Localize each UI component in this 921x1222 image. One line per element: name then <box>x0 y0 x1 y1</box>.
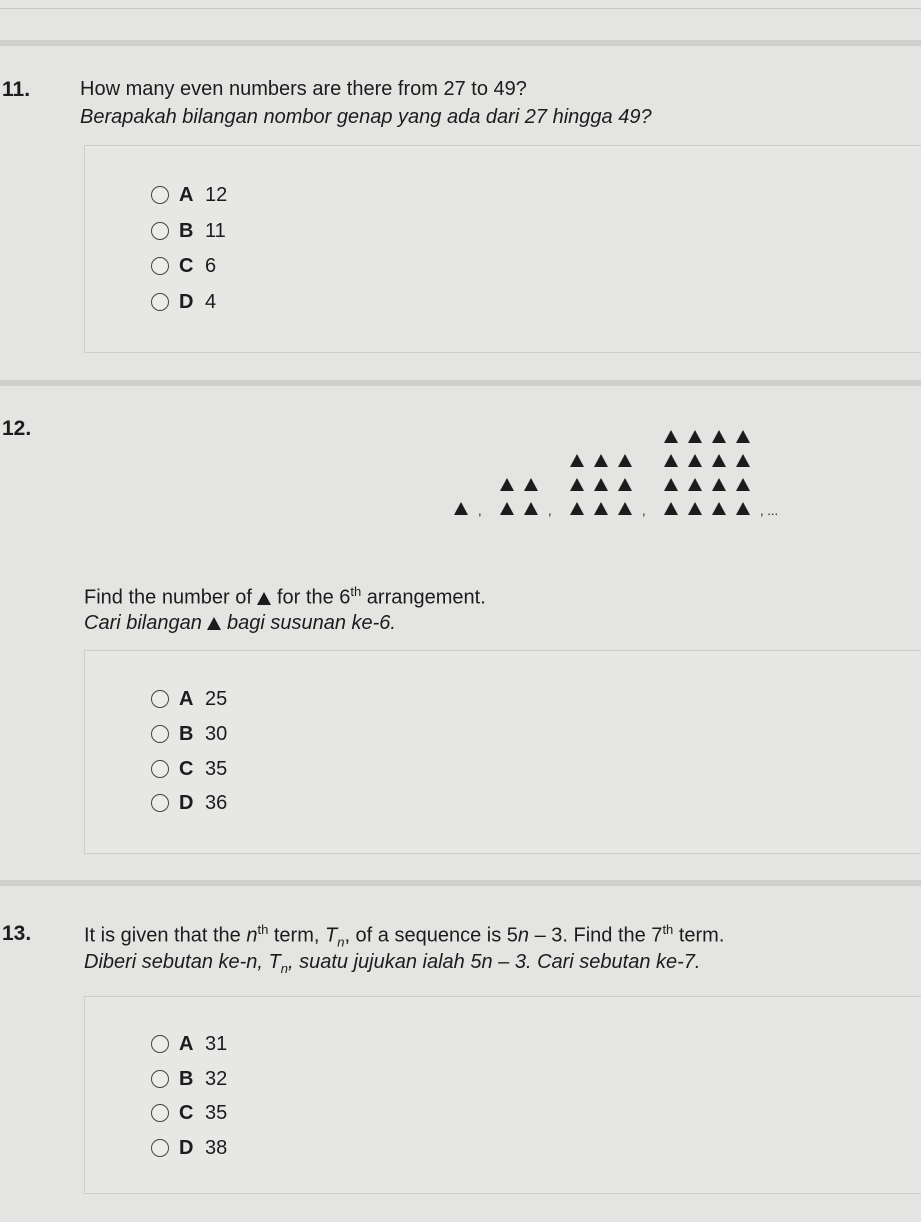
option-value: 12 <box>205 183 228 206</box>
option-b[interactable] <box>151 722 227 746</box>
option-value: 32 <box>205 1067 228 1090</box>
option-value: 31 <box>205 1032 228 1055</box>
stem-text: Diberi sebutan ke-n, <box>84 951 263 973</box>
answer-options-box <box>84 996 921 1194</box>
triangle-icon <box>500 502 514 515</box>
subscript: n <box>280 961 288 976</box>
stem-text: term. <box>678 924 725 947</box>
pattern-separator: , <box>642 503 646 518</box>
triangle-icon <box>712 454 726 467</box>
answer-options-box <box>84 145 921 353</box>
stem-text: – 3. Find the 7 <box>529 924 663 947</box>
triangle-icon <box>618 502 632 515</box>
question-number: 12. <box>2 417 32 440</box>
radio-unchecked-icon[interactable] <box>151 1104 169 1122</box>
radio-unchecked-icon[interactable] <box>151 186 169 204</box>
triangle-icon <box>454 502 468 515</box>
radio-unchecked-icon[interactable] <box>151 293 169 311</box>
option-c[interactable] <box>151 254 216 278</box>
answer-options-box <box>84 650 921 854</box>
stem-text: for the 6 <box>277 586 351 609</box>
stem-text: Find the number of <box>84 586 252 609</box>
option-value: 30 <box>205 722 228 745</box>
radio-unchecked-icon[interactable] <box>151 1139 169 1157</box>
triangle-icon <box>688 454 702 467</box>
triangle-icon <box>664 430 678 443</box>
triangle-icon <box>664 478 678 491</box>
superscript: th <box>257 922 269 937</box>
triangle-icon <box>500 478 514 491</box>
triangle-icon <box>736 502 750 515</box>
radio-unchecked-icon[interactable] <box>151 794 169 812</box>
option-d[interactable] <box>151 290 216 314</box>
option-value: 36 <box>205 791 228 814</box>
radio-unchecked-icon[interactable] <box>151 760 169 778</box>
triangle-icon <box>712 478 726 491</box>
radio-unchecked-icon[interactable] <box>151 1070 169 1088</box>
triangle-icon <box>712 502 726 515</box>
stem-text: arrangement. <box>366 586 486 609</box>
stem-text: It is given that the <box>84 924 241 947</box>
question-stem-en <box>84 922 724 950</box>
option-value: 25 <box>205 687 228 710</box>
stem-text: term, <box>273 924 320 947</box>
triangle-icon <box>664 454 678 467</box>
section-divider <box>0 40 921 46</box>
subscript: n <box>337 934 345 950</box>
option-letter: A <box>179 687 194 710</box>
question-stem-ms <box>84 612 396 635</box>
option-a[interactable] <box>151 1032 227 1056</box>
triangle-icon <box>524 478 538 491</box>
radio-unchecked-icon[interactable] <box>151 725 169 743</box>
stem-text: , of a sequence is 5 <box>344 924 518 947</box>
math-variable: n <box>246 924 258 947</box>
triangle-icon <box>736 454 750 467</box>
triangle-icon <box>688 478 702 491</box>
option-d[interactable] <box>151 791 227 815</box>
pattern-separator: , <box>478 503 482 518</box>
option-a[interactable] <box>151 687 227 711</box>
pattern-ellipsis: , ... <box>760 503 779 518</box>
triangle-icon <box>570 478 584 491</box>
question-stem-ms <box>84 951 700 976</box>
radio-unchecked-icon[interactable] <box>151 690 169 708</box>
section-divider <box>0 380 921 386</box>
math-variable: T <box>268 951 281 973</box>
triangle-icon <box>618 478 632 491</box>
math-variable: T <box>324 924 338 947</box>
triangle-icon <box>688 502 702 515</box>
option-value: 38 <box>205 1136 228 1159</box>
superscript: th <box>662 922 674 937</box>
triangle-icon <box>207 612 221 634</box>
top-divider <box>0 8 921 9</box>
section-divider <box>0 880 921 886</box>
triangle-icon <box>688 430 702 443</box>
stem-text: Cari bilangan <box>84 612 202 634</box>
superscript: th <box>350 584 362 599</box>
option-value: 11 <box>205 219 226 242</box>
option-b[interactable] <box>151 219 226 243</box>
math-variable: n <box>517 924 530 947</box>
radio-unchecked-icon[interactable] <box>151 222 169 240</box>
option-value: 4 <box>205 290 217 313</box>
question-number: 13. <box>2 922 32 945</box>
triangle-icon <box>257 587 271 609</box>
option-letter: C <box>179 254 194 277</box>
triangle-pattern-figure <box>450 415 830 525</box>
option-letter: B <box>179 1067 194 1090</box>
triangle-icon <box>664 502 678 515</box>
option-letter: A <box>179 1032 194 1055</box>
option-letter: A <box>179 183 194 206</box>
radio-unchecked-icon[interactable] <box>151 1035 169 1053</box>
radio-unchecked-icon[interactable] <box>151 257 169 275</box>
option-value: 35 <box>205 1101 228 1124</box>
triangle-icon <box>594 478 608 491</box>
option-letter: D <box>179 791 194 814</box>
triangle-icon <box>594 454 608 467</box>
pattern-separator: , <box>548 503 552 518</box>
triangle-icon <box>570 502 584 515</box>
option-c[interactable] <box>151 757 227 781</box>
option-letter: D <box>179 1136 194 1159</box>
option-d[interactable] <box>151 1136 227 1160</box>
stem-text: , suatu jujukan ialah 5n – 3. Cari sebutan ke-7. <box>288 951 701 973</box>
option-letter: D <box>179 290 194 313</box>
option-b[interactable] <box>151 1067 227 1091</box>
question-number: 11. <box>2 78 31 101</box>
option-value: 35 <box>205 757 228 780</box>
option-letter: B <box>179 722 194 745</box>
triangle-icon <box>618 454 632 467</box>
question-stem-en: How many even numbers are there from 27 to 49? <box>80 78 527 100</box>
triangle-icon <box>736 430 750 443</box>
question-stem-ms: Berapakah bilangan nombor genap yang ada dari 27 hingga 49? <box>80 106 652 128</box>
option-c[interactable] <box>151 1101 227 1125</box>
triangle-icon <box>594 502 608 515</box>
stem-text: bagi susunan ke-6. <box>226 612 396 634</box>
option-value: 6 <box>205 254 217 277</box>
option-letter: B <box>179 219 194 242</box>
option-letter: C <box>179 757 194 780</box>
option-a[interactable] <box>151 183 227 207</box>
triangle-icon <box>524 502 538 515</box>
option-letter: C <box>179 1101 194 1124</box>
triangle-icon <box>712 430 726 443</box>
triangle-icon <box>570 454 584 467</box>
question-stem-en <box>84 584 486 610</box>
triangle-icon <box>736 478 750 491</box>
